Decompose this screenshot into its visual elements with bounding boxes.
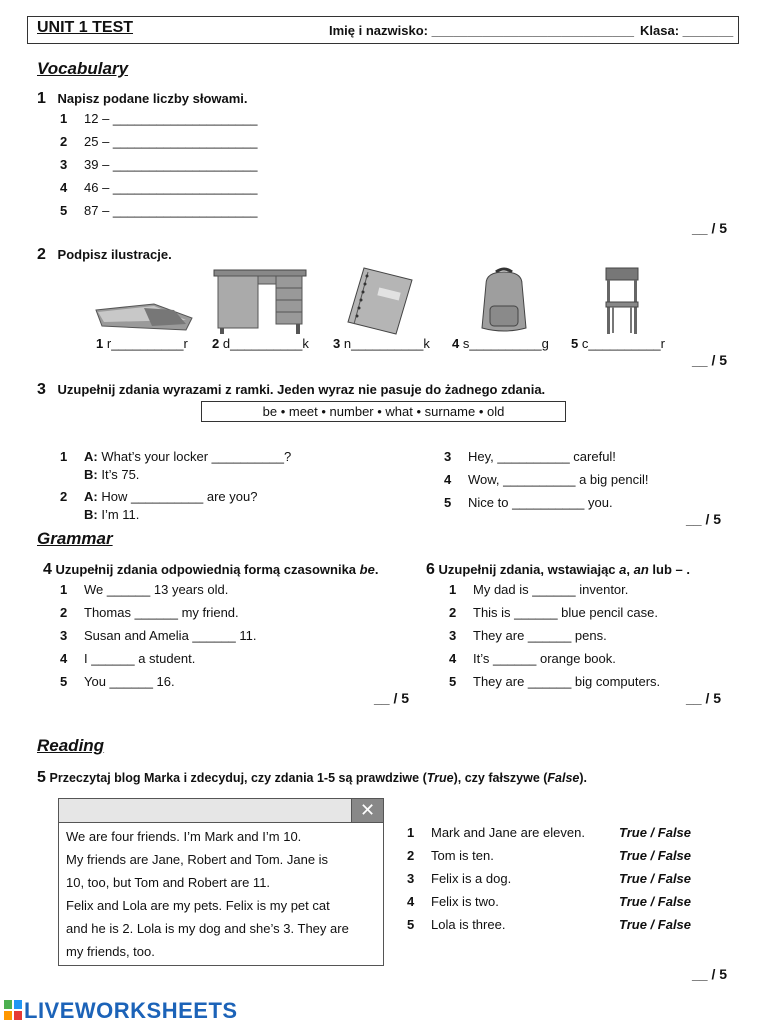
exercise-3-item[interactable]: 2 A: How __________ are you? <box>60 489 258 504</box>
exercise-3-item[interactable]: 5 Nice to __________ you. <box>444 495 613 510</box>
schoolbag-icon <box>478 266 530 334</box>
blog-line: and he is 2. Lola is my dog and she’s 3. They are <box>66 921 349 936</box>
exercise-3-header <box>37 381 545 399</box>
exercise-instruction: Podpisz ilustracje. <box>57 247 172 262</box>
statement-row: 4 Felix is two. <box>407 894 499 909</box>
true-false-choice[interactable]: True / False <box>619 871 692 886</box>
class-field[interactable]: Klasa: _______ <box>640 23 734 38</box>
exercise-3-reply: B: I’m 11. <box>84 507 140 522</box>
desk-icon <box>212 268 308 334</box>
exercise-3-item[interactable]: 4 Wow, __________ a big pencil! <box>444 472 649 487</box>
statement-row: 3 Felix is a dog. <box>407 871 512 886</box>
exercise-6-item[interactable]: 3 They are ______ pens. <box>449 628 607 643</box>
exercise-4-item[interactable]: 2 Thomas ______ my friend. <box>60 605 239 620</box>
pencil-case-icon <box>94 300 194 332</box>
exercise-3-item[interactable]: 1 A: What’s your locker __________? <box>60 449 292 464</box>
exercise-2-item[interactable]: 4 s__________g <box>452 336 549 351</box>
exercise-4-item[interactable]: 3 Susan and Amelia ______ 11. <box>60 628 257 643</box>
liveworksheets-logo-icon <box>4 1000 22 1020</box>
exercise-instruction: Uzupełnij zdania, wstawiając a, an lub – . <box>438 562 690 577</box>
exercise-instruction: Przeczytaj blog Marka i zdecyduj, czy zdania 1-5 są prawdziwe (True), czy fałszywe (False). <box>49 771 588 785</box>
true-false-choice[interactable]: True / False <box>619 894 692 909</box>
exercise-instruction: Napisz podane liczby słowami. <box>57 91 248 106</box>
exercise-2-item[interactable]: 2 d__________k <box>212 336 309 351</box>
exercise-instruction: Uzupełnij zdania odpowiednią formą czasownika be. <box>55 562 379 577</box>
blog-line: my friends, too. <box>66 944 155 959</box>
exercise-5-score: __ / 5 <box>692 966 728 982</box>
exercise-4-item[interactable]: 4 I ______ a student. <box>60 651 196 666</box>
exercise-1-header <box>37 90 248 108</box>
word-box: be • meet • number • what • surname • old <box>201 401 566 422</box>
chair-icon <box>602 266 642 336</box>
exercise-2-item[interactable]: 1 r__________r <box>96 336 188 351</box>
exercise-1-score: __ / 5 <box>692 220 728 236</box>
close-icon[interactable]: ✕ <box>351 799 383 822</box>
exercise-1-item[interactable]: 3 39 – ____________________ <box>60 157 258 172</box>
exercise-3-score: __ / 5 <box>686 511 722 527</box>
exercise-4-header <box>43 561 378 579</box>
notebook-icon <box>346 266 414 336</box>
exercise-2-item[interactable]: 3 n__________k <box>333 336 430 351</box>
blog-title-bar <box>59 799 383 823</box>
statement-row: 1 Mark and Jane are eleven. <box>407 825 585 840</box>
section-grammar-heading: Grammar <box>37 529 113 548</box>
true-false-choice[interactable]: True / False <box>619 917 692 932</box>
statement-row: 5 Lola is three. <box>407 917 506 932</box>
exercise-2-header <box>37 246 172 264</box>
exercise-number: 3 <box>37 381 46 398</box>
blog-line: 10, too, but Tom and Robert are 11. <box>66 875 271 890</box>
exercise-1-item[interactable]: 1 12 – ____________________ <box>60 111 258 126</box>
exercise-6-score: __ / 5 <box>686 690 722 706</box>
exercise-6-item[interactable]: 2 This is ______ blue pencil case. <box>449 605 659 620</box>
exercise-3-reply: B: It’s 75. <box>84 467 140 482</box>
exercise-6-item[interactable]: 1 My dad is ______ inventor. <box>449 582 629 597</box>
exercise-instruction: Uzupełnij zdania wyrazami z ramki. Jeden wyraz nie pasuje do żadnego zdania. <box>57 382 546 397</box>
blog-line: We are four friends. I’m Mark and I’m 10. <box>66 829 302 844</box>
exercise-number: 4 <box>43 561 52 578</box>
exercise-1-item[interactable]: 5 87 – ____________________ <box>60 203 258 218</box>
exercise-4-score: __ / 5 <box>374 690 410 706</box>
section-vocabulary-heading: Vocabulary <box>37 59 129 78</box>
statement-row: 2 Tom is ten. <box>407 848 494 863</box>
test-title: UNIT 1 TEST <box>37 19 134 36</box>
exercise-2-score: __ / 5 <box>692 352 728 368</box>
exercise-5-header <box>37 769 587 787</box>
exercise-6-item[interactable]: 5 They are ______ big computers. <box>449 674 661 689</box>
exercise-6-header <box>426 561 690 579</box>
blog-window <box>58 798 384 966</box>
section-reading-heading: Reading <box>37 736 105 755</box>
exercise-4-item[interactable]: 5 You ______ 16. <box>60 674 175 689</box>
blog-line: My friends are Jane, Robert and Tom. Jane is <box>66 852 329 867</box>
blog-text <box>59 823 383 965</box>
exercise-4-item[interactable]: 1 We ______ 13 years old. <box>60 582 229 597</box>
exercise-3-item[interactable]: 3 Hey, __________ careful! <box>444 449 616 464</box>
name-field[interactable]: Imię i nazwisko: ____________________________ <box>329 23 635 38</box>
exercise-number: 1 <box>37 90 46 107</box>
exercise-number: 6 <box>426 561 435 578</box>
exercise-number: 2 <box>37 246 46 263</box>
exercise-2-item[interactable]: 5 c__________r <box>571 336 665 351</box>
true-false-choice[interactable]: True / False <box>619 825 692 840</box>
exercise-6-item[interactable]: 4 It’s ______ orange book. <box>449 651 616 666</box>
blog-line: Felix and Lola are my pets. Felix is my pet cat <box>66 898 330 913</box>
liveworksheets-logo[interactable]: LIVEWORKSHEETS <box>24 998 238 1023</box>
exercise-1-item[interactable]: 2 25 – ____________________ <box>60 134 258 149</box>
exercise-number: 5 <box>37 769 46 786</box>
exercise-1-item[interactable]: 4 46 – ____________________ <box>60 180 258 195</box>
true-false-choice[interactable]: True / False <box>619 848 692 863</box>
